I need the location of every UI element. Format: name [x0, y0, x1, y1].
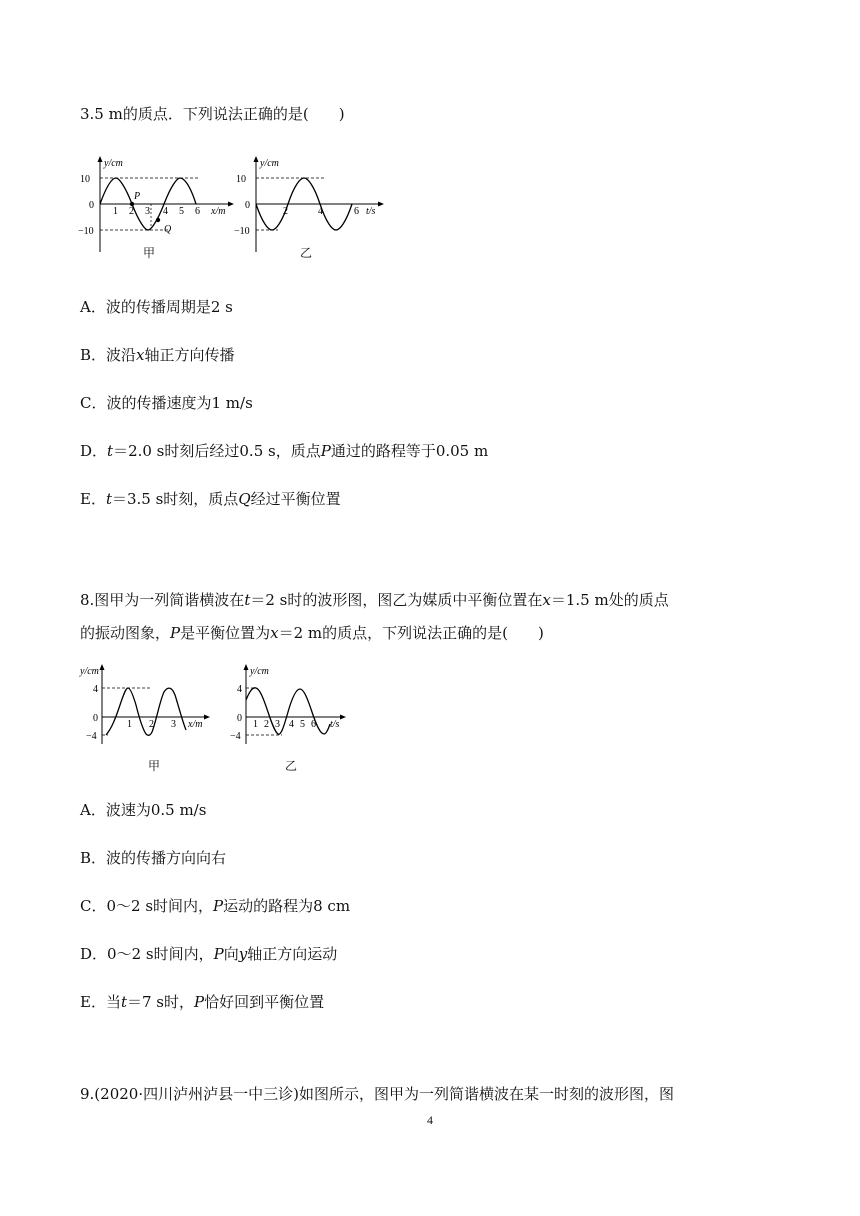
fig-point-p: P: [134, 191, 141, 202]
q7-option-c: C．波的传播速度为1 m/s: [80, 394, 253, 412]
q7-option-b: B．波沿x轴正方向传播: [80, 346, 235, 364]
q7-option-d: D．t＝2.0 s时刻后经过0.5 s，质点P通过的路程等于0.05 m: [80, 442, 489, 460]
fig-x-tick: 4: [163, 206, 168, 217]
fig-x-tick: 6: [354, 206, 359, 217]
fig-x-label: x/m: [188, 719, 203, 730]
fig-x-tick: 2: [283, 206, 288, 217]
q8-stem-line1: 8.图甲为一列简谐横波在t＝2 s时的波形图，图乙为媒质中平衡位置在x＝1.5 m处的质点: [80, 591, 669, 609]
fig-y-tick: 10: [236, 174, 246, 185]
fig-x-tick: 5: [179, 206, 184, 217]
fig-x-tick: 2: [149, 719, 154, 730]
q8-caption-jia: 甲: [148, 759, 161, 773]
fig-y-tick: 0: [237, 713, 242, 724]
fig-y-tick: −10: [78, 226, 94, 237]
fig-x-tick: 2: [264, 719, 269, 730]
q8-figure-yi: [222, 660, 362, 750]
fig-y-tick: 0: [245, 200, 250, 211]
fig-y-label: y/cm: [80, 666, 99, 677]
fig-x-label: t/s: [366, 206, 376, 217]
q8-option-e: E．当t＝7 s时，P恰好回到平衡位置: [80, 993, 325, 1011]
fig-y-label: y/cm: [104, 158, 123, 169]
fig-y-tick: 0: [89, 200, 94, 211]
fig-x-label: x/m: [211, 206, 226, 217]
q9-stem: 9.(2020·四川泸州泸县一中三诊)如图所示，图甲为一列简谐横波在某一时刻的波形图，图: [80, 1085, 674, 1103]
q8-figure-jia: [78, 660, 218, 750]
fig-y-tick: −4: [230, 731, 241, 742]
fig-x-tick: 4: [289, 719, 294, 730]
fig-y-tick: 4: [93, 684, 98, 695]
fig-y-tick: 10: [80, 174, 90, 185]
fig-x-tick: 5: [300, 719, 305, 730]
q7-caption-yi: 乙: [300, 246, 313, 260]
q8-stem-line2: 的振动图象，P是平衡位置为x＝2 m的质点，下列说法正确的是( ): [80, 624, 544, 642]
fig-x-label: t/s: [330, 719, 340, 730]
fig-x-tick: 2: [129, 206, 134, 217]
q7-caption-jia: 甲: [143, 246, 156, 260]
fig-point-q: Q: [164, 224, 172, 235]
fig-y-tick: 4: [237, 684, 242, 695]
q8-option-c: C．0～2 s时间内，P运动的路程为8 cm: [80, 897, 351, 915]
fig-x-tick: 3: [145, 206, 150, 217]
q7-option-e: E．t＝3.5 s时刻，质点Q经过平衡位置: [80, 490, 341, 508]
q7-option-a: A．波的传播周期是2 s: [80, 298, 233, 316]
q7-stem-tail: 3.5 m的质点．下列说法正确的是( ): [80, 105, 345, 123]
page-number: 4: [427, 1113, 433, 1127]
fig-x-tick: 6: [311, 719, 316, 730]
fig-y-tick: −4: [86, 731, 97, 742]
fig-y-tick: 0: [93, 713, 98, 724]
fig-x-tick: 1: [253, 719, 258, 730]
q8-option-b: B．波的传播方向向右: [80, 849, 227, 867]
q8-option-a: A．波速为0.5 m/s: [80, 801, 207, 819]
fig-y-label: y/cm: [250, 666, 269, 677]
fig-x-tick: 6: [195, 206, 200, 217]
q8-option-d: D．0～2 s时间内，P向y轴正方向运动: [80, 945, 338, 963]
q7-figure-jia: [78, 152, 238, 260]
fig-x-tick: 4: [318, 206, 323, 217]
fig-x-tick: 1: [127, 719, 132, 730]
fig-x-tick: 3: [275, 719, 280, 730]
fig-x-tick: 3: [171, 719, 176, 730]
fig-y-tick: −10: [234, 226, 250, 237]
fig-x-tick: 1: [113, 206, 118, 217]
fig-y-label: y/cm: [260, 158, 279, 169]
q8-caption-yi: 乙: [285, 759, 298, 773]
